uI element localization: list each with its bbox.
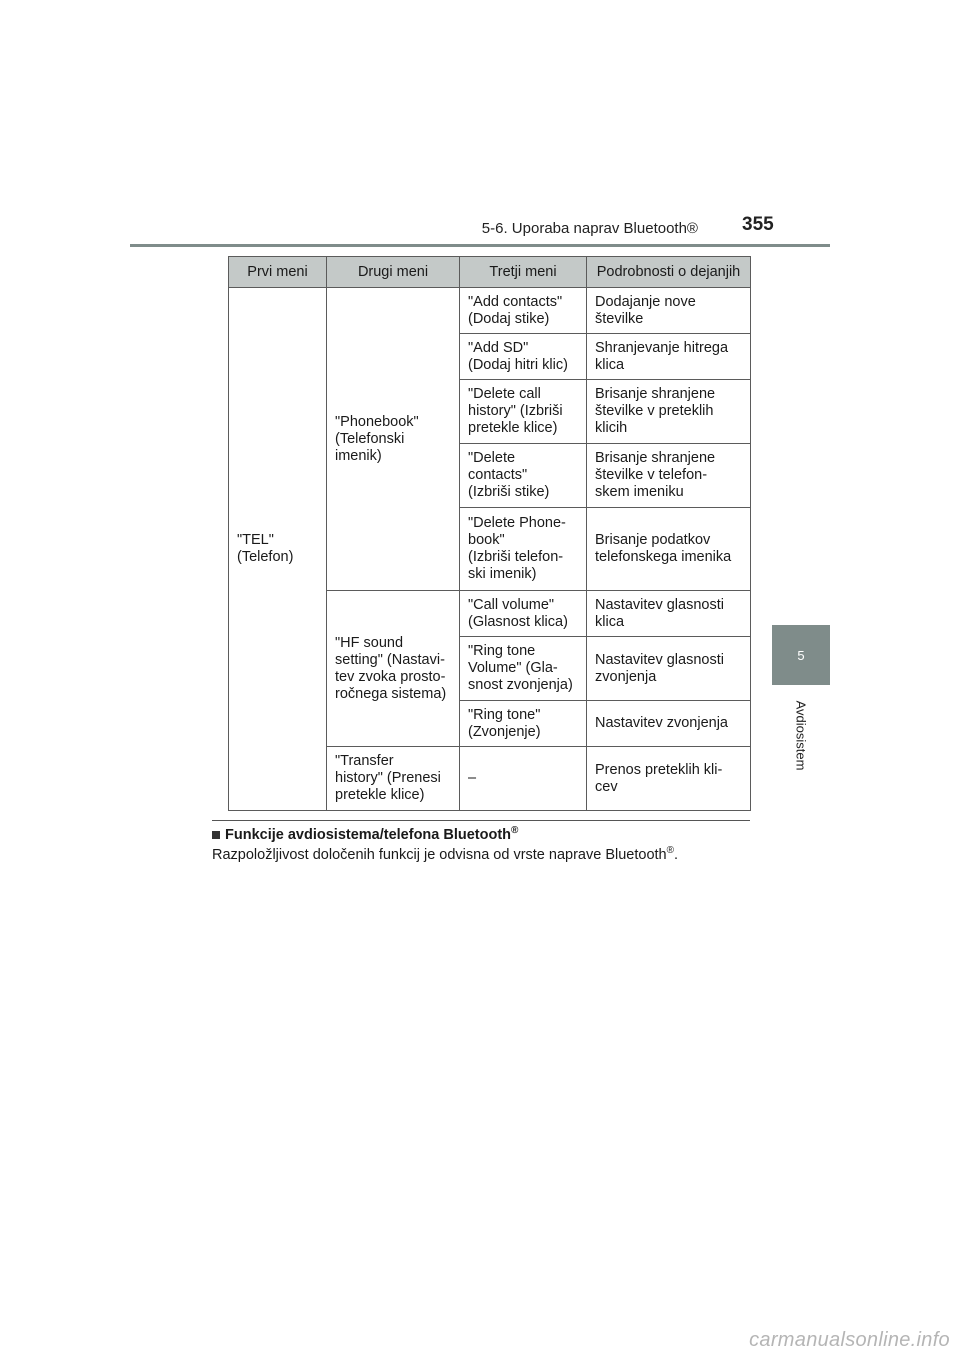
detail-cell: Dodajanje nove številke — [587, 288, 751, 334]
column-header: Podrobnosti o dejanjih — [587, 257, 751, 288]
third-menu-cell: "Delete call history" (Izbriši pretekle klice) — [460, 380, 587, 444]
header-rule — [130, 244, 830, 247]
detail-cell: Brisanje podatkov telefonskega imenika — [587, 508, 751, 591]
chapter-number: 5 — [797, 647, 805, 663]
watermark: carmanualsonline.info — [749, 1329, 950, 1351]
registered-mark: ® — [511, 825, 519, 837]
note-section — [212, 820, 750, 864]
note-body: Razpoložljivost določenih funkcij je odvisna od vrste naprave Bluetooth®. — [212, 845, 679, 863]
page-number: 355 — [742, 214, 774, 235]
second-menu-hf-sound: "HF sound setting" (Nastavi- tev zvoka prosto- ročnega sistema) — [327, 591, 460, 747]
page-header — [0, 0, 960, 250]
detail-cell: Nastavitev glasnosti zvonjenja — [587, 637, 751, 701]
chapter-label-text: Avdiosistem — [793, 700, 809, 770]
third-menu-cell: "Delete contacts" (Izbriši stike) — [460, 444, 587, 508]
menu-table — [228, 256, 751, 811]
chapter-tab — [772, 625, 830, 685]
registered-mark: ® — [666, 845, 674, 857]
table-header-row — [229, 257, 751, 288]
note-heading — [212, 827, 750, 843]
third-menu-cell: "Ring tone Volume" (Gla- snost zvonjenja) — [460, 637, 587, 701]
third-menu-cell: – — [460, 747, 587, 811]
column-header: Tretji meni — [460, 257, 587, 288]
third-menu-cell: "Ring tone" (Zvonjenje) — [460, 701, 587, 747]
table-row — [229, 288, 751, 334]
square-bullet-icon — [212, 831, 220, 839]
detail-cell: Nastavitev glasnosti klica — [587, 591, 751, 637]
note-heading-text: Funkcije avdiosistema/telefona Bluetooth® — [225, 825, 519, 843]
detail-cell: Nastavitev zvonjenja — [587, 701, 751, 747]
third-menu-cell: "Add SD" (Dodaj hitri klic) — [460, 334, 587, 380]
second-menu-transfer: "Transfer history" (Prenesi pretekle klice) — [327, 747, 460, 811]
third-menu-cell: "Add contacts" (Dodaj stike) — [460, 288, 587, 334]
detail-cell: Shranjevanje hitrega klica — [587, 334, 751, 380]
chapter-label — [770, 690, 832, 780]
third-menu-cell: "Call volume" (Glasnost klica) — [460, 591, 587, 637]
column-header: Drugi meni — [327, 257, 460, 288]
detail-cell: Brisanje shranjene številke v telefon- skem imeniku — [587, 444, 751, 508]
section-title: 5-6. Uporaba naprav Bluetooth® — [481, 220, 698, 237]
column-header: Prvi meni — [229, 257, 327, 288]
third-menu-cell: "Delete Phone- book" (Izbriši telefon- ski imenik) — [460, 508, 587, 591]
first-menu-cell: "TEL" (Telefon) — [229, 288, 327, 811]
second-menu-phonebook: "Phonebook" (Telefonski imenik) — [327, 288, 460, 591]
detail-cell: Prenos preteklih kli- cev — [587, 747, 751, 811]
detail-cell: Brisanje shranjene številke v preteklih klicih — [587, 380, 751, 444]
